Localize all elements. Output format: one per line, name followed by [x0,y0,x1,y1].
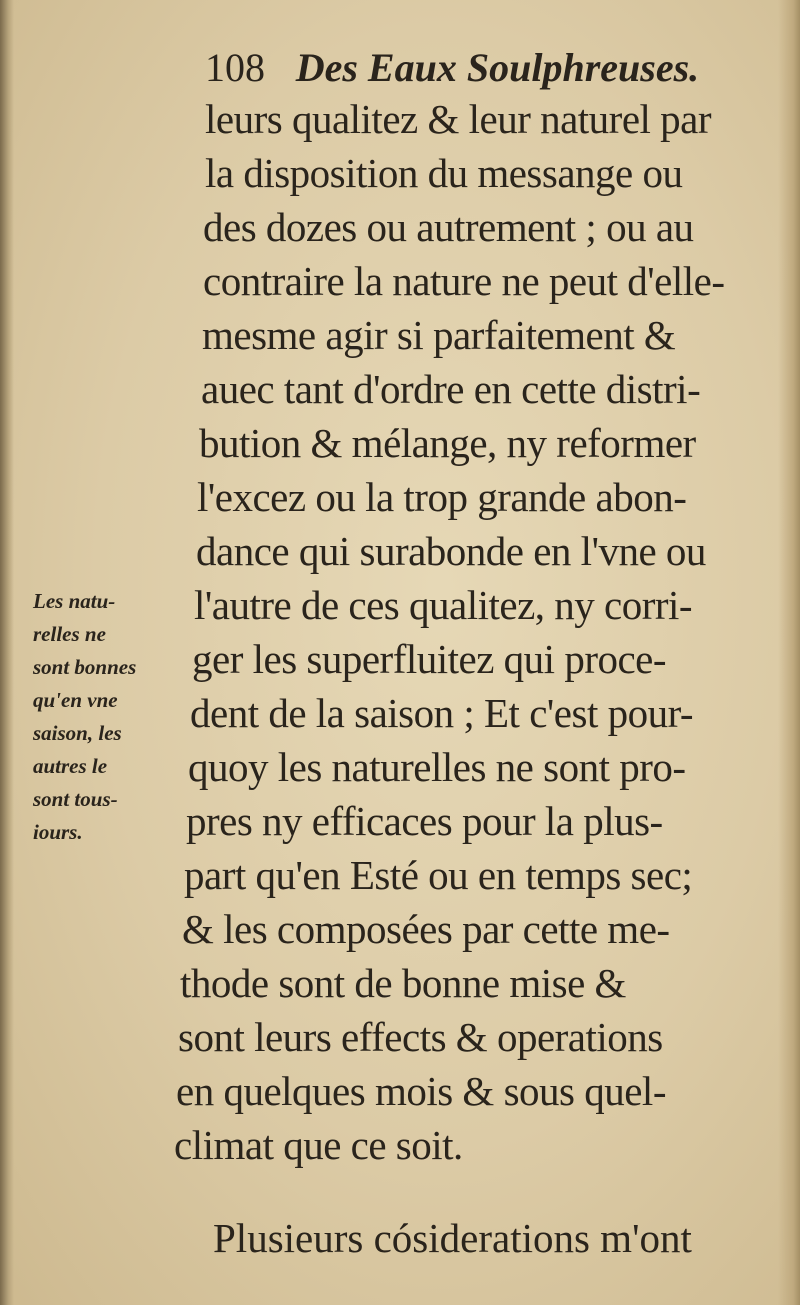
margin-note-line: sont tous- [33,787,118,811]
text-line: pres ny efficaces pour la plus- [186,798,663,844]
margin-note-line: Les natu- [33,589,116,613]
margin-note-line: autres le [33,754,108,778]
margin-note-line: saison, les [33,721,122,745]
text-line: dent de la saison ; Et c'est pour- [190,690,694,736]
text-line: la disposition du messange ou [205,150,683,196]
text-line: en quelques mois & sous quel- [176,1068,666,1114]
text-line: auec tant d'ordre en cette distri- [201,366,701,412]
margin-note [33,585,183,849]
text-line: quoy les naturelles ne sont pro- [188,744,686,790]
running-header [205,38,699,98]
text-line: leurs qualitez & leur naturel par [205,96,712,142]
text-line: climat que ce soit. [174,1122,463,1168]
text-line: ger les superfluitez qui proce- [192,636,667,682]
text-line: des dozes ou autrement ; ou au [203,204,694,250]
text-line: bution & mélange, ny reformer [199,420,696,466]
margin-note-line: sont bonnes [33,655,137,679]
margin-note-line: iours. [33,820,83,844]
page-number: 108 [205,45,265,90]
text-line: contraire la nature ne peut d'elle- [203,258,725,304]
page-gutter-shadow [0,0,14,1305]
text-line: & les composées par cette me- [182,906,670,952]
margin-note-line: relles ne [33,622,106,646]
text-line: l'excez ou la trop grande abon- [197,474,687,520]
text-line: thode sont de bonne mise & [180,960,626,1006]
text-line: mesme agir si parfaitement & [202,312,676,358]
text-line: dance qui surabonde en l'vne ou [196,528,706,574]
margin-note-line: qu'en vne [33,688,118,712]
text-line: sont leurs effects & operations [178,1014,663,1060]
text-line: part qu'en Esté ou en temps sec; [184,852,693,898]
text-line: l'autre de ces qualitez, ny corri- [194,582,693,628]
running-title: Des Eaux Soulphreuses. [295,45,700,90]
section-opening-line: Plusieurs cósiderations m'ont [213,1215,692,1261]
page-right-edge [778,0,800,1305]
